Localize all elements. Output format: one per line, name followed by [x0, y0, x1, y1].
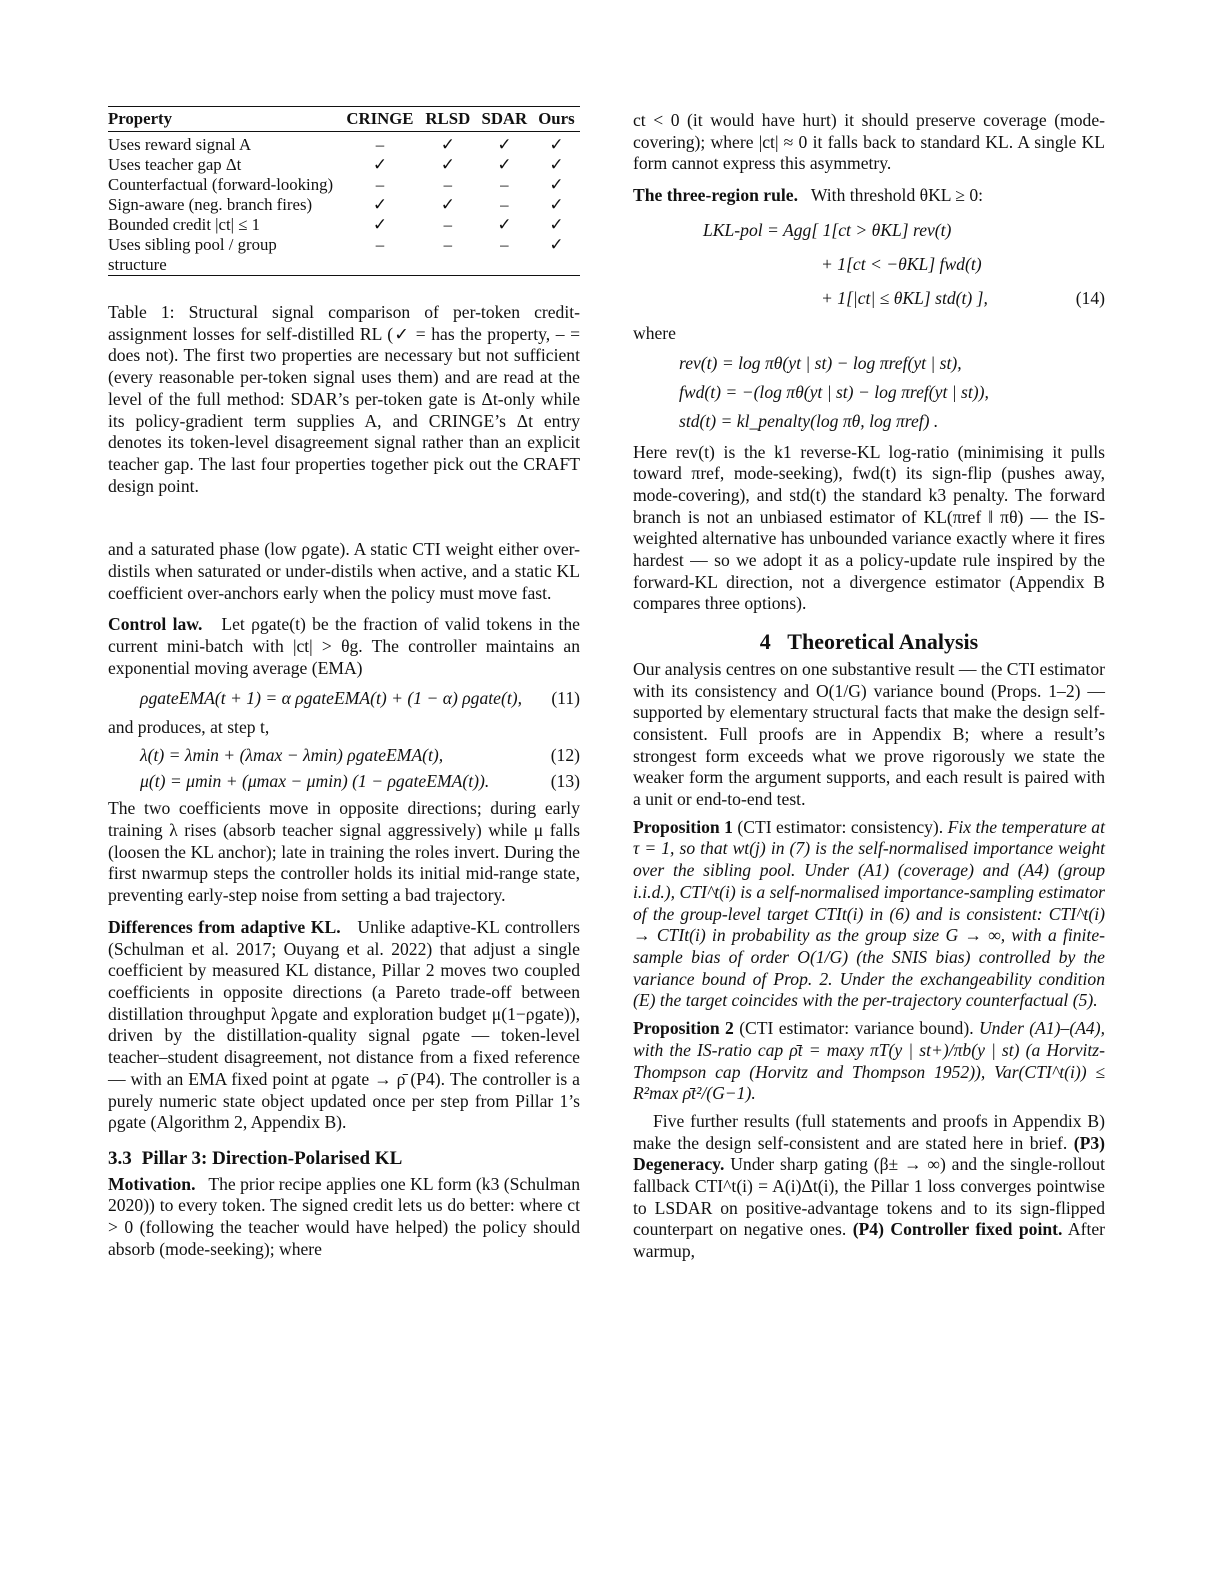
equation-13 [108, 771, 580, 793]
table-cell: ✓ [372, 195, 387, 214]
definition-rev: rev(t) = log πθ(yt | st) − log πref(yt | st), [679, 352, 962, 373]
table-cell: ✓ [372, 215, 387, 234]
proposition-2-text: Under (A1)–(A4), with the IS-ratio cap ρ̄t = maxy πT(y | st+)/πb(y | st) (a Horvitz-Thompson cap (Horvitz and Thompson 1952)), Var(CTI^t(i)) ≤ R²max ρ̄t²/(G−1). [633, 1018, 1105, 1104]
table-cell: ✓ [440, 195, 455, 214]
table-cell: ✓ [549, 175, 564, 194]
paragraph-analysis: Our analysis centres on one substantive result — the CTI estimator with its consistency and O(1/G) variance bound (Props. 1–2) — supported by elementary structural facts that make the design self-consistent. Full proofs are in Appendix B; where a result’s strongest form exceeds what we prove rigorously we state the weaker form the argument supports, and each result is paired with a unit or end-to-end test. [633, 658, 1105, 810]
equation-14-line-1: LKL-pol = Agg[ 1[ct > θKL] rev(t) [703, 219, 952, 240]
motivation-text: The prior recipe applies one KL form (k3 (Schulman 2020)) to every token. The signed credit lets us do better: where ct > 0 (following the teacher would have helped) the policy should absorb (mode-seeking); where [108, 1173, 580, 1259]
proposition-1-label: (CTI estimator: consistency). [737, 816, 944, 837]
proposition-2 [633, 1018, 1105, 1105]
table-cell: ✓ [497, 135, 512, 154]
definition-std: std(t) = kl_penalty(log πθ, log πref) . [679, 410, 939, 431]
paragraph-motivation [108, 1174, 580, 1261]
equation-11-number: (11) [551, 687, 580, 708]
three-region-text: With threshold θKL ≥ 0: [810, 185, 984, 206]
right-column [633, 110, 1105, 1263]
proposition-2-label: (CTI estimator: variance bound). [739, 1018, 974, 1039]
control-law-heading: Control law. [108, 614, 203, 635]
equation-12-number: (12) [550, 744, 580, 765]
equation-14-line [703, 247, 1105, 281]
definition-fwd: fwd(t) = −(log πθ(yt | st) − log πref(yt | st)), [679, 381, 989, 402]
paragraph-saturated: and a saturated phase (low ρgate). A static CTI weight either over-distils when saturated or under-distils when active, and a static KL coefficient over-anchors early when the policy must move fast. [108, 539, 580, 603]
section-title: Theoretical Analysis [787, 629, 979, 655]
p3-text: Under sharp gating (β± → ∞) and the single-rollout fallback CTI^t(i) = A(i)Δt(i), the Pillar 1 loss converges pointwise to LSDAR on positive-advantage tokens and to its sign-flipped counterpart on negative ones. [633, 1154, 1105, 1240]
table-row [108, 215, 580, 235]
further-results-text: Five further results (full statements and proofs in Appendix B) make the design self-consistent and are stated here in brief. [633, 1110, 1105, 1153]
left-column [108, 100, 580, 1260]
motivation-heading: Motivation. [108, 1173, 196, 1194]
proposition-1 [633, 817, 1105, 1012]
proposition-1-text: Fix the temperature at τ = 1, so that wt(j) in (7) is the self-normalised importance weight over the sibling pool. Under (A1) (coverage) and (A4) (group i.i.d.), CTI^t(i) is a self-normalised importance-sampling estimator of the group-level target CTIt(i) in (6) and is consistent: CTI^t(i) → CTIt(i) in probability as the group size G → ∞, with a finite-sample bias of order O(1/G) (the SNIS bias) controlled by the variance bound of Prop. 2. Under the exchangeability condition (E) the target coincides with the per-trajectory counterfactual (5). [633, 816, 1105, 1011]
table-cell: ✓ [549, 215, 564, 234]
table-cell-property: Uses sibling pool / group structure [108, 235, 277, 274]
three-region-heading: The three-region rule. [633, 185, 798, 206]
table-cell: – [375, 135, 385, 154]
proposition-2-heading: Proposition 2 [633, 1018, 734, 1039]
table-cell-property: Counterfactual (forward-looking) [108, 175, 334, 194]
equation-13-number: (13) [550, 770, 580, 791]
equation-14-line-2: + 1[ct < −θKL] fwd(t) [821, 253, 982, 274]
table-cell: ✓ [497, 155, 512, 174]
equation-14-number: (14) [1075, 287, 1105, 308]
paragraph-coefficients: The two coefficients move in opposite directions; during early training λ rises (absorb teacher signal aggressively) while μ falls (loosen the KL anchor); late in training the roles invert. During the first nwarmup steps the controller holds its initial mid-range state, preventing early-step noise from setting a bad trajectory. [108, 798, 580, 906]
table-row [108, 175, 580, 195]
equation-14-line [703, 213, 1105, 247]
table-cell-property: Sign-aware (neg. branch fires) [108, 195, 313, 214]
differences-heading: Differences from adaptive KL. [108, 916, 341, 937]
paragraph-differences [108, 917, 580, 1134]
table-row [108, 132, 580, 156]
equation-14-line [703, 281, 1105, 315]
equation-11-body: ρgateEMA(t + 1) = α ρgateEMA(t) + (1 − α) ρgate(t), [140, 687, 522, 708]
table-header: CRINGE [340, 107, 420, 132]
section-number: 4 [759, 629, 771, 655]
p3-heading: (P3) Degeneracy. [633, 1132, 1105, 1175]
table-cell: – [443, 175, 452, 194]
table-cell: ✓ [549, 135, 564, 154]
section-3-3-heading [108, 1148, 580, 1170]
control-law-text: Let ρgate(t) be the fraction of valid tokens in the current mini-batch with |ct| > θg. The controller maintains an exponential moving average (EMA) [108, 614, 580, 678]
table-cell: ✓ [497, 215, 512, 234]
paragraph-further-results [633, 1111, 1105, 1263]
section-title: Pillar 3: Direction-Polarised KL [141, 1147, 403, 1169]
equation-11 [108, 688, 580, 710]
table-row [108, 195, 580, 215]
equation-14-line-3: + 1[|ct| ≤ θKL] std(t) ], [821, 287, 988, 308]
paragraph-where: where [633, 322, 676, 343]
table-cell: ✓ [440, 155, 455, 174]
section-number: 3.3 [108, 1147, 132, 1169]
table-cell: – [375, 235, 385, 254]
proposition-1-heading: Proposition 1 [633, 816, 733, 837]
equation-13-body: μ(t) = μmin + (μmax − μmin) (1 − ρgateEMA(t)). [140, 770, 490, 791]
table-cell: – [443, 215, 452, 234]
paragraph-here: Here rev(t) is the k1 reverse-KL log-ratio (minimising it pulls toward πref, mode-seeking), fwd(t) its sign-flip (pushes away, mode-covering), and std(t) the standard k3 penalty. The forward branch is not an unbiased estimator of KL(πref ‖ πθ) — the IS-weighted alternative has unbounded variance exactly where it fires hardest — so we adopt it as a policy-update rule inspired by the forward-KL direction, not a divergence estimator (Appendix B compares three options). [633, 441, 1105, 614]
equation-14 [703, 213, 1105, 315]
paragraph-three-region [633, 185, 1105, 207]
table-header-row [108, 107, 580, 132]
table-header: SDAR [476, 107, 533, 132]
table-header: Ours [533, 107, 580, 132]
table-header: Property [108, 107, 340, 132]
p4-text: After warmup, [633, 1219, 1105, 1262]
table-header: RLSD [420, 107, 476, 132]
table-cell-property: Uses teacher gap Δt [108, 155, 242, 174]
property-table [108, 106, 580, 276]
table-cell: ✓ [549, 155, 564, 174]
p4-heading: (P4) Controller fixed point. [852, 1219, 1063, 1240]
table-cell: – [500, 175, 509, 194]
table-cell: ✓ [549, 195, 564, 214]
section-4-heading [633, 631, 1105, 653]
table-cell: – [443, 235, 452, 254]
equation-12-body: λ(t) = λmin + (λmax − λmin) ρgateEMA(t), [140, 744, 444, 765]
equation-12 [108, 745, 580, 767]
paragraph-continuation: ct < 0 (it would have hurt) it should preserve coverage (mode-covering); where |ct| ≈ 0 it falls back to standard KL. A single KL form cannot express this asymmetry. [633, 110, 1105, 174]
definitions-block [679, 349, 1105, 436]
table-cell: ✓ [372, 155, 387, 174]
table-row [108, 155, 580, 175]
table-cell-property: Bounded credit |ct| ≤ 1 [108, 215, 261, 234]
table-cell: ✓ [440, 135, 455, 154]
table-cell: – [500, 235, 509, 254]
table-cell: ✓ [549, 235, 564, 254]
differences-text: Unlike adaptive-KL controllers (Schulman et al. 2017; Ouyang et al. 2022) that adjust a single coefficient by measured KL distance, Pillar 2 moves two coupled coefficients in opposite directions (a Pareto trade-off between distillation throughput λρgate and exploration budget μ(1−ρgate)), driven by the distillation-quality signal ρgate — token-level teacher–student disagreement, not distance from a fixed reference — with an EMA fixed point at ρgate → ρ̄ (P4). The controller is a purely numeric state object updated once per step from Pillar 1’s ρgate (Algorithm 2, Appendix B). [108, 916, 580, 1133]
paragraph-control-law [108, 614, 580, 679]
table-cell: – [500, 195, 509, 214]
table-row [108, 235, 580, 276]
table-cell: – [375, 175, 385, 194]
table-caption: Table 1: Structural signal comparison of per-token credit-assignment losses for self-distilled RL (✓ = has the property, – = does not). The first two properties are necessary but not sufficient (every reasonable per-token signal uses them) and are read at the level of the full method: SDAR’s per-token gate is Δt-only while its policy-gradient term supplies A, and CRINGE’s Δt entry denotes its token-level disagreement signal rather than an explicit teacher gap. The last four properties together pick out the CRAFT design point. [108, 302, 580, 496]
table-cell-property: Uses reward signal A [108, 135, 252, 154]
paragraph-produces: and produces, at step t, [108, 717, 270, 738]
